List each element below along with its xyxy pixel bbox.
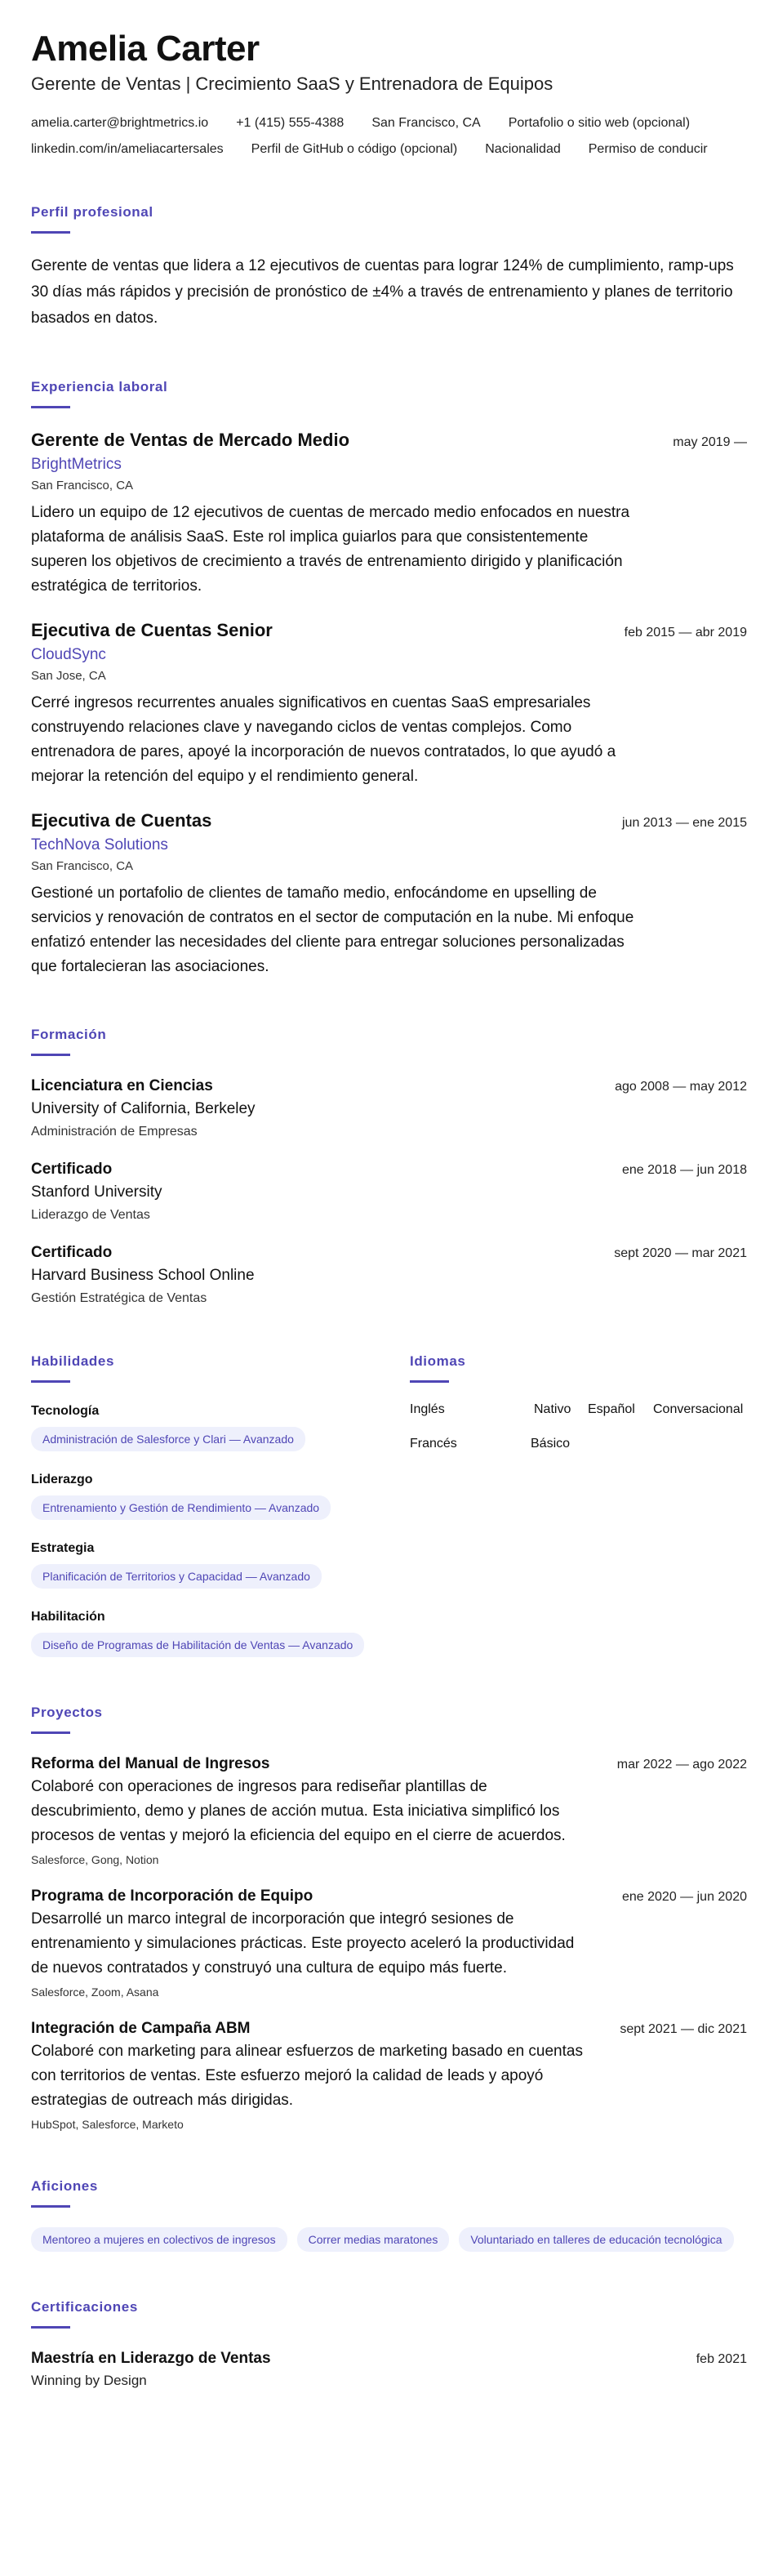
job-title: Ejecutiva de Cuentas — [31, 810, 212, 831]
project-dates: sept 2021 — dic 2021 — [620, 2022, 747, 2036]
project-entry — [31, 2020, 747, 2131]
job-title: Ejecutiva de Cuentas Senior — [31, 620, 273, 640]
experience-entry — [31, 810, 747, 979]
language-name: Español — [588, 1402, 635, 1416]
degree: Certificado — [31, 1244, 113, 1261]
contact-portfolio[interactable]: Portafolio o sitio web (opcional) — [508, 116, 691, 130]
education-dates: ago 2008 — may 2012 — [615, 1080, 747, 1094]
project-description: Colaboré con marketing para alinear esfuerzos de marketing basado en cuentas con territorios de ventas. Este esfuerzo mejoró la calidad de leads y apoyó estrategias de outreach más dirigidas. — [31, 2043, 583, 2109]
job-location: San Jose, CA — [31, 669, 106, 683]
language-level: Nativo — [534, 1402, 571, 1416]
field-of-study: Administración de Empresas — [31, 1125, 198, 1139]
project-tools: HubSpot, Salesforce, Marketo — [31, 2118, 184, 2131]
section-title: Certificaciones — [31, 2299, 747, 2329]
certification-date: feb 2021 — [696, 2352, 747, 2366]
job-description: Gestioné un portafolio de clientes de tamaño medio, enfocándome en upselling de servicios y renovación de contratos en el sector de computación en la nube. Mi enfoque enfatizó entender las necesidades del cliente para entregar soluciones personalizadas que fortalecieran las asociaciones. — [31, 885, 634, 975]
section-title: Habilidades — [31, 1353, 377, 1383]
skill-tag: Diseño de Programas de Habilitación de Ventas — Avanzado — [31, 1633, 364, 1657]
hobby-tag: Voluntariado en talleres de educación tecnológica — [459, 2227, 733, 2252]
certification-entry — [31, 2350, 747, 2389]
hobbies-section — [31, 2178, 747, 2252]
contact-driving-license: Permiso de conducir — [588, 142, 708, 156]
company-name: BrightMetrics — [31, 456, 122, 473]
contact-github[interactable]: Perfil de GitHub o código (opcional) — [251, 142, 458, 156]
contact-email[interactable]: amelia.carter@brightmetrics.io — [31, 116, 209, 130]
project-name: Programa de Incorporación de Equipo — [31, 1887, 313, 1905]
language-row — [410, 1402, 747, 1417]
skills-languages-row — [31, 1353, 747, 1657]
profile-summary: Gerente de ventas que lidera a 12 ejecutivos de cuentas para lograr 124% de cumplimiento, ramp-ups 30 días más rápidos y precisión de pronóstico de ±4% a través de entrenamiento y planes de territorio basados en datos. — [31, 257, 734, 327]
degree: Certificado — [31, 1161, 113, 1178]
skill-tag: Planificación de Territorios y Capacidad — Avanzado — [31, 1564, 322, 1589]
skill-category: Estrategia — [31, 1541, 95, 1555]
contact-linkedin[interactable]: linkedin.com/in/ameliacartersales — [31, 142, 224, 156]
job-location: San Francisco, CA — [31, 859, 134, 873]
company-name: CloudSync — [31, 646, 106, 663]
hobby-tag: Mentoreo a mujeres en colectivos de ingresos — [31, 2227, 287, 2252]
hobby-tag: Correr medias maratones — [297, 2227, 450, 2252]
project-dates: ene 2020 — jun 2020 — [621, 1890, 747, 1904]
skill-tag: Entrenamiento y Gestión de Rendimiento — Avanzado — [31, 1495, 331, 1520]
job-description: Lidero un equipo de 12 ejecutivos de cuentas de mercado medio enfocados en nuestra plataforma de análisis SaaS. Este rol implica guiarlos para que consistentemente superen los objetivos de crecimiento a través de entrenamiento dirigido y planificación estratégica de territorios. — [31, 504, 630, 595]
institution: University of California, Berkeley — [31, 1100, 256, 1117]
project-tools: Salesforce, Gong, Notion — [31, 1853, 159, 1866]
hobby-list — [31, 2219, 747, 2252]
contact-phone[interactable]: +1 (415) 555-4388 — [236, 116, 345, 130]
project-description: Desarrollé un marco integral de incorporación que integró sesiones de entrenamiento y simulaciones prácticas. Este proyecto aceleró la productividad de nuevos contratados y construyó una cultura de equipo más fuerte. — [31, 1910, 575, 1977]
education-dates: sept 2020 — mar 2021 — [614, 1246, 747, 1260]
candidate-name: Amelia Carter — [31, 29, 260, 69]
education-section — [31, 1027, 747, 1306]
project-name: Integración de Campaña ABM — [31, 2020, 251, 2037]
field-of-study: Liderazgo de Ventas — [31, 1208, 150, 1222]
experience-entry — [31, 430, 747, 599]
language-level: Conversacional — [653, 1402, 744, 1416]
project-description: Colaboré con operaciones de ingresos para rediseñar plantillas de descubrimiento, demo y planes de acción mutua. Esta iniciativa simplificó los procesos de ventas y mejoró la eficiencia del equipo en el cierre de acuerdos. — [31, 1778, 566, 1844]
education-entry — [31, 1077, 747, 1139]
job-description: Cerré ingresos recurrentes anuales significativos en cuentas SaaS empresariales construyendo relaciones clave y navegando ciclos de ventas complejos. Como entrenadora de pares, apoyé la incorporación de nuevos contratados, lo que ayudó a mejorar la retención del equipo y el rendimiento general. — [31, 694, 616, 785]
skill-group — [31, 1541, 377, 1589]
education-entry — [31, 1244, 747, 1306]
contact-list — [31, 116, 747, 157]
certification-issuer: Winning by Design — [31, 2373, 147, 2388]
job-dates: may 2019 — — [673, 435, 747, 449]
skill-category: Habilitación — [31, 1610, 105, 1624]
job-title: Gerente de Ventas de Mercado Medio — [31, 430, 350, 450]
language-level: Básico — [531, 1437, 571, 1451]
project-tools: Salesforce, Zoom, Asana — [31, 1985, 159, 1999]
education-entry — [31, 1161, 747, 1223]
project-dates: mar 2022 — ago 2022 — [616, 1758, 747, 1772]
institution: Harvard Business School Online — [31, 1267, 255, 1284]
institution: Stanford University — [31, 1183, 162, 1201]
skills-section — [31, 1353, 377, 1657]
experience-section — [31, 379, 747, 979]
degree: Licenciatura en Ciencias — [31, 1077, 213, 1094]
certification-name: Maestría en Liderazgo de Ventas — [31, 2350, 271, 2367]
skill-group — [31, 1404, 377, 1451]
field-of-study: Gestión Estratégica de Ventas — [31, 1291, 207, 1305]
skill-category: Tecnología — [31, 1404, 100, 1418]
resume-header — [31, 28, 747, 157]
projects-section — [31, 1705, 747, 2131]
section-title: Perfil profesional — [31, 204, 747, 234]
language-name: Inglés — [410, 1402, 445, 1416]
project-entry — [31, 1755, 747, 1866]
skill-tag: Administración de Salesforce y Clari — Avanzado — [31, 1427, 305, 1451]
education-dates: ene 2018 — jun 2018 — [621, 1163, 747, 1177]
skill-group — [31, 1473, 377, 1520]
experience-entry — [31, 620, 747, 789]
contact-location: San Francisco, CA — [371, 116, 481, 130]
section-title: Proyectos — [31, 1705, 747, 1734]
headline: Gerente de Ventas | Crecimiento SaaS y Entrenadora de Equipos — [31, 74, 553, 94]
language-row — [410, 1437, 747, 1451]
job-dates: jun 2013 — ene 2015 — [621, 816, 747, 830]
section-title: Aficiones — [31, 2178, 747, 2208]
languages-section — [410, 1353, 747, 1657]
project-entry — [31, 1887, 747, 1999]
section-title: Idiomas — [410, 1353, 747, 1383]
company-name: TechNova Solutions — [31, 836, 168, 853]
profile-section — [31, 204, 747, 332]
skill-group — [31, 1610, 377, 1657]
job-location: San Francisco, CA — [31, 479, 134, 492]
skill-category: Liderazgo — [31, 1473, 93, 1486]
contact-nationality: Nacionalidad — [485, 142, 561, 156]
section-title: Experiencia laboral — [31, 379, 747, 408]
section-title: Formación — [31, 1027, 747, 1056]
certifications-section — [31, 2299, 747, 2389]
language-name: Francés — [410, 1437, 457, 1451]
project-name: Reforma del Manual de Ingresos — [31, 1755, 270, 1772]
job-dates: feb 2015 — abr 2019 — [624, 626, 747, 640]
